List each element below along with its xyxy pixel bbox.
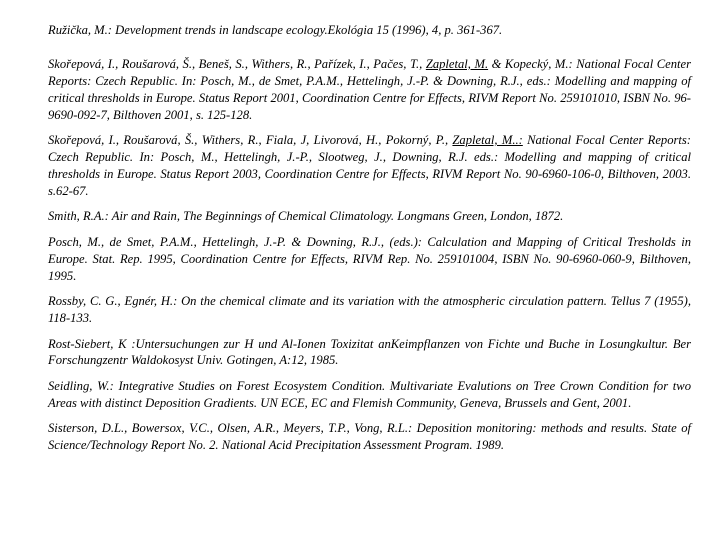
- reference-ruzicka: [48, 22, 691, 39]
- reference-text: Sisterson, D.L., Bowersox, V.C., Olsen, A.R., Meyers, T.P., Vong, R.L.: Deposition monitoring: methods and results. State of Science/Technology Report No. 2. National Acid Precipitation Assessment Program. 1989.: [48, 421, 691, 453]
- reference-text-after: & Kopecký, M.: National Focal Center Reports: Czech Republic. In: Posch, M., de Smet, P.A.M., Hettelingh, J.-P. & Downing, R.J., eds.: Modelling and mapping of critical thresholds in Europe. Status Report 2001, Coordination Centre for Effects, RIVM Report No. 259101010, ISBN No. 96-9690-092-7, Bilthoven 2001, s. 125-128.: [48, 56, 692, 122]
- reference-text: Seidling, W.: Integrative Studies on Forest Ecosystem Condition. Multivariate Evalutions on Tree Crown Condition for two Areas with distinct Deposition Gradients. UN ECE, EC and Flemish Community, Geneva, Brussels and Gent, 2001.: [48, 378, 691, 410]
- reference-sisterson: [48, 420, 691, 454]
- reference-text: Rossby, C. G., Egnér, H.: On the chemical climate and its variation with the atmospheric circulation pattern. Tellus 7 (1955), 118-133.: [48, 294, 691, 326]
- reference-posch: [48, 234, 691, 285]
- reference-underlined-author: Zapletal, M..:: [452, 133, 523, 148]
- reference-text: Rost-Siebert, K :Untersuchungen zur H und Al-Ionen Toxizitat anKeimpflanzen von Fichte und Buche in Losungkultur. Ber Forschungzentr Waldokosyst Univ. Gotingen, A:12, 1985.: [48, 336, 691, 368]
- reference-seidling: [48, 378, 691, 412]
- reference-rossby: [48, 293, 691, 327]
- reference-skorepova-2003: [48, 132, 691, 200]
- reference-skorepova-2001: [48, 56, 691, 124]
- reference-text: Smith, R.A.: Air and Rain, The Beginnings of Chemical Climatology. Longmans Green, London, 1872.: [48, 209, 564, 224]
- reference-text-after: National Focal Center Reports: Czech Republic. In: Posch, M., Hettelingh, J.-P., Slootweg, J., Downing, R.J. eds.: Modelling and mapping of critical thresholds in Europe. Status Report 2003, Coordination Centre for Effects, RIVM Report No. 90-6960-106-0, Bilthoven, 2003. s.62-67.: [48, 133, 692, 198]
- reference-text-before: Skořepová, I., Roušarová, Š., Withers, R., Fiala, J, Livorová, H., Pokorný, P.,: [48, 133, 453, 148]
- reference-list: [48, 22, 691, 463]
- reference-smith: [48, 208, 691, 225]
- reference-text-before: Skořepová, I., Roušarová, Š., Beneš, S., Withers, R., Pařízek, I., Pačes, T.,: [48, 56, 426, 71]
- reference-text: Posch, M., de Smet, P.A.M., Hettelingh, J.-P. & Downing, R.J., (eds.): Calculation and Mapping of Critical Tresholds in Europe. Stat. Rep. 1995, Coordination Centre for Effects, RIVM Rep. No. 259101004, ISBN No. 90-6960-060-9, Bilthoven, 1995.: [48, 234, 691, 283]
- reference-underlined-author: Zapletal, M.: [425, 56, 489, 71]
- reference-rost-siebert: [48, 336, 691, 370]
- reference-text: Ružička, M.: Development trends in landscape ecology.Ekológia 15 (1996), 4, p. 361-367.: [48, 23, 503, 37]
